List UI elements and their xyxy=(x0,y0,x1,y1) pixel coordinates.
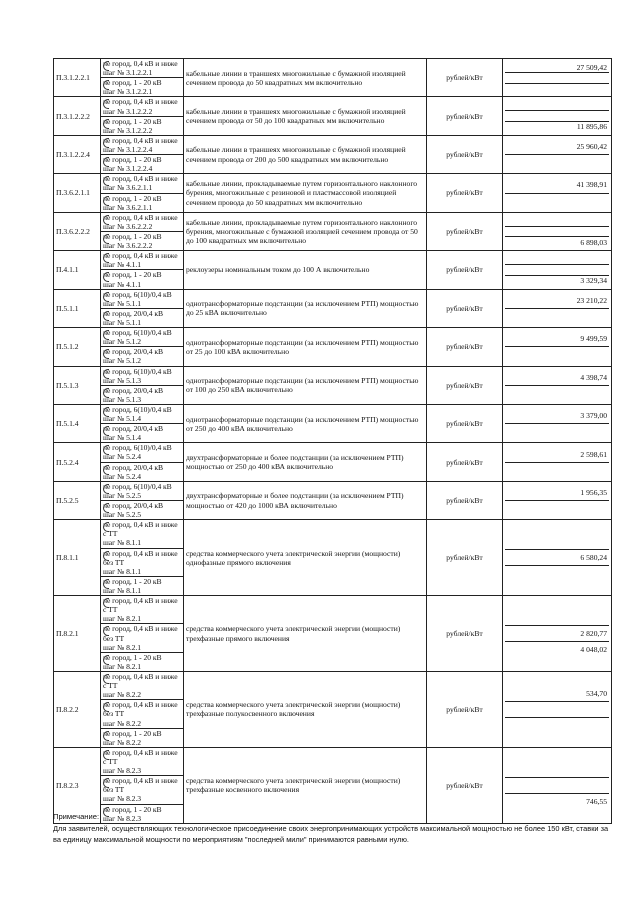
rate-cell xyxy=(503,672,612,748)
condition-note xyxy=(101,776,184,804)
condition-line: не город, 6(10)/0,4 кВ xyxy=(103,328,172,338)
condition-note xyxy=(101,289,184,308)
rate-subline xyxy=(505,178,609,193)
condition-line: не город, 0,4 кВ и ниже xyxy=(103,135,178,145)
condition-note xyxy=(101,424,184,443)
rate-subline xyxy=(505,549,609,565)
rate-subline xyxy=(505,72,609,83)
condition-line: шаг № 8.1.1 xyxy=(103,586,142,596)
measure-description: средства коммерческого учета электрической энергии (мощности) трехфазные прямого включения xyxy=(184,596,427,672)
condition-line: не город, 1 - 20 кВ xyxy=(103,78,162,88)
condition-line: шаг № 8.2.3 xyxy=(103,813,142,823)
unit-cell: рублей/кВт xyxy=(427,174,503,212)
condition-line: шаг № 8.2.2 xyxy=(103,690,142,700)
condition-note xyxy=(101,520,184,548)
condition-line: не город, 0,4 кВ и ниже без ТТ xyxy=(103,548,178,567)
rate-subline xyxy=(505,110,609,121)
rate-value: 746,55 xyxy=(586,796,607,806)
rate-cell xyxy=(503,520,612,596)
unit-cell: рублей/кВт xyxy=(427,289,503,327)
table-row xyxy=(54,443,612,462)
table-row xyxy=(54,251,612,270)
condition-note xyxy=(101,596,184,624)
table-row xyxy=(54,212,612,231)
measure-description: однотрансформаторные подстанции (за исключением РТП) мощностью от 25 до 100 кВА включительно xyxy=(184,328,427,366)
unit-cell: рублей/кВт xyxy=(427,212,503,250)
condition-note xyxy=(101,347,184,366)
table-row xyxy=(54,404,612,423)
condition-note xyxy=(101,672,184,700)
measure-description: кабельные линии, прокладываемые путем горизонтального наклонного бурения, многожильные с бумажной изоляцией сечением провода от 50 до 100 квадратных мм включительно xyxy=(184,212,427,250)
condition-line: шаг № 8.1.1 xyxy=(103,538,142,548)
tariff-table xyxy=(53,58,612,824)
condition-line: не город, 6(10)/0,4 кВ xyxy=(103,366,172,376)
row-code: П.5.2.4 xyxy=(54,443,101,481)
condition-line: шаг № 8.2.1 xyxy=(103,642,142,652)
condition-line: не город, 1 - 20 кВ xyxy=(103,652,162,662)
rate-subline xyxy=(505,331,609,346)
row-code: П.5.1.2 xyxy=(54,328,101,366)
condition-line: не город, 0,4 кВ и ниже с ТТ xyxy=(103,747,178,766)
row-code: П.8.1.1 xyxy=(54,520,101,596)
rate-subline xyxy=(505,641,609,657)
condition-line: не город, 1 - 20 кВ xyxy=(103,804,162,814)
rate-cell xyxy=(503,404,612,442)
rate-value: 11 895,86 xyxy=(576,122,607,132)
rate-subline xyxy=(505,534,609,549)
rate-cell xyxy=(503,135,612,173)
rate-subline xyxy=(505,462,609,478)
rate-value: 2 820,77 xyxy=(580,629,607,638)
rate-subline xyxy=(505,485,609,500)
unit-cell: рублей/кВт xyxy=(427,481,503,519)
condition-line: шаг № 8.2.1 xyxy=(103,661,142,671)
rate-cell xyxy=(503,366,612,404)
row-code: П.8.2.2 xyxy=(54,672,101,748)
unit-cell: рублей/кВт xyxy=(427,328,503,366)
condition-line: шаг № 5.1.4 xyxy=(103,414,142,424)
rate-cell xyxy=(503,481,612,519)
unit-cell: рублей/кВт xyxy=(427,404,503,442)
measure-description: кабельные линии, прокладываемые путем горизонтального наклонного бурения, многожильные с резиновой и пластмассовой изоляцией сечением провода до 50 квадратных мм включительно xyxy=(184,174,427,212)
condition-line: не город, 6(10)/0,4 кВ xyxy=(103,289,172,299)
rate-subline xyxy=(505,370,609,385)
condition-note xyxy=(101,443,184,462)
table-row xyxy=(54,596,612,624)
condition-line: не город, 0,4 кВ и ниже xyxy=(103,59,178,68)
rate-value: 534,70 xyxy=(586,688,607,698)
unit-cell: рублей/кВт xyxy=(427,747,503,823)
rate-value: 4 398,74 xyxy=(580,372,607,382)
condition-line: шаг № 5.1.2 xyxy=(103,356,142,366)
unit-cell: рублей/кВт xyxy=(427,366,503,404)
rate-cell xyxy=(503,289,612,327)
condition-note xyxy=(101,404,184,423)
condition-note xyxy=(101,212,184,231)
unit-cell: рублей/кВт xyxy=(427,59,503,97)
condition-line: шаг № 5.2.4 xyxy=(103,471,142,481)
condition-line: не город, 0,4 кВ и ниже xyxy=(103,174,178,184)
measure-description: кабельные линии в траншеях многожильные с бумажной изоляцией сечением провода от 50 до 100 квадратных мм включительно xyxy=(184,97,427,135)
rate-value: 3 329,34 xyxy=(580,276,607,286)
condition-line: шаг № 3.1.2.2.1 xyxy=(103,68,153,78)
measure-description: однотрансформаторные подстанции (за исключением РТП) мощностью от 100 до 250 кВА включительно xyxy=(184,366,427,404)
condition-note xyxy=(101,328,184,347)
condition-note xyxy=(101,97,184,116)
rate-subline xyxy=(505,625,609,641)
rate-subline xyxy=(505,121,609,132)
condition-note xyxy=(101,501,184,520)
unit-cell: рублей/кВт xyxy=(427,672,503,748)
rate-cell xyxy=(503,59,612,97)
condition-note xyxy=(101,78,184,97)
table-row xyxy=(54,481,612,500)
row-code: П.8.2.3 xyxy=(54,747,101,823)
unit-cell: рублей/кВт xyxy=(427,135,503,173)
rate-cell xyxy=(503,443,612,481)
rate-subline xyxy=(505,236,609,247)
rate-subline xyxy=(505,216,609,226)
rate-subline xyxy=(505,254,609,264)
rate-value: 6 898,03 xyxy=(580,237,607,247)
condition-line: шаг № 3.6.2.2.2 xyxy=(103,221,153,231)
condition-line: шаг № 8.2.3 xyxy=(103,794,142,804)
table-row xyxy=(54,747,612,775)
condition-note xyxy=(101,728,184,747)
condition-note xyxy=(101,270,184,289)
condition-note xyxy=(101,385,184,404)
condition-note xyxy=(101,231,184,250)
rate-subline xyxy=(505,500,609,516)
condition-note xyxy=(101,116,184,135)
condition-note xyxy=(101,155,184,174)
condition-line: не город, 0,4 кВ и ниже без ТТ xyxy=(103,700,178,719)
unit-cell: рублей/кВт xyxy=(427,97,503,135)
table-row xyxy=(54,366,612,385)
condition-line: шаг № 8.2.2 xyxy=(103,737,142,747)
row-code: П.3.6.2.1.1 xyxy=(54,174,101,212)
rate-cell xyxy=(503,596,612,672)
row-code: П.3.6.2.2.2 xyxy=(54,212,101,250)
condition-line: не город, 1 - 20 кВ xyxy=(103,193,162,203)
condition-line: шаг № 3.6.2.1.1 xyxy=(103,183,153,193)
row-code: П.3.1.2.2.4 xyxy=(54,135,101,173)
measure-description: реклоузеры номинальным током до 100 А включительно xyxy=(184,251,427,289)
note-title: Примечание: xyxy=(53,812,100,821)
condition-line: шаг № 5.1.1 xyxy=(103,298,142,308)
rate-subline xyxy=(505,62,609,72)
measure-description: однотрансформаторные подстанции (за исключением РТП) мощностью до 25 кВА включительно xyxy=(184,289,427,327)
rate-subline xyxy=(505,385,609,401)
measure-description: кабельные линии в траншеях многожильные с бумажной изоляцией сечением провода от 200 до 500 квадратных мм включительно xyxy=(184,135,427,173)
condition-note xyxy=(101,174,184,193)
rate-subline xyxy=(505,346,609,362)
rate-cell xyxy=(503,97,612,135)
condition-note xyxy=(101,804,184,823)
condition-note xyxy=(101,700,184,728)
rate-subline xyxy=(505,793,609,809)
rate-subline xyxy=(505,423,609,439)
condition-line: шаг № 8.2.2 xyxy=(103,718,142,728)
condition-note xyxy=(101,548,184,576)
condition-line: не город, 20/0,4 кВ xyxy=(103,347,163,357)
rate-cell xyxy=(503,251,612,289)
measure-description: средства коммерческого учета электрической энергии (мощности) трехфазные полукосвенного включения xyxy=(184,672,427,748)
condition-line: не город, 0,4 кВ и ниже без ТТ xyxy=(103,624,178,643)
unit-cell: рублей/кВт xyxy=(427,443,503,481)
table-row xyxy=(54,97,612,116)
condition-line: шаг № 5.1.4 xyxy=(103,433,142,443)
condition-note xyxy=(101,193,184,212)
row-code: П.4.1.1 xyxy=(54,251,101,289)
condition-line: не город, 20/0,4 кВ xyxy=(103,385,163,395)
condition-note xyxy=(101,624,184,652)
condition-line: шаг № 3.1.2.2.2 xyxy=(103,125,153,135)
measure-description: однотрансформаторные подстанции (за исключением РТП) мощностью от 250 до 400 кВА включительно xyxy=(184,404,427,442)
rate-value: 1 956,35 xyxy=(580,487,607,497)
rate-subline xyxy=(505,762,609,777)
row-code: П.5.1.1 xyxy=(54,289,101,327)
rate-subline xyxy=(505,226,609,237)
rate-subline xyxy=(505,717,609,733)
condition-line: не город, 0,4 кВ и ниже xyxy=(103,97,178,107)
rate-value: 25 960,42 xyxy=(576,142,607,152)
condition-line: шаг № 8.1.1 xyxy=(103,566,142,576)
measure-description: двухтрансформаторные и более подстанции (за исключением РТП) мощностью от 420 до 1000 кВА включительно xyxy=(184,481,427,519)
rate-subline xyxy=(505,264,609,275)
condition-line: шаг № 3.6.2.1.1 xyxy=(103,202,153,212)
table-row xyxy=(54,289,612,308)
condition-line: не город, 0,4 кВ и ниже xyxy=(103,251,178,261)
condition-line: не город, 1 - 20 кВ xyxy=(103,270,162,280)
condition-line: не город, 1 - 20 кВ xyxy=(103,728,162,738)
condition-line: не город, 6(10)/0,4 кВ xyxy=(103,443,172,453)
condition-line: не город, 0,4 кВ и ниже с ТТ xyxy=(103,520,178,539)
rate-subline xyxy=(505,293,609,308)
rate-subline xyxy=(505,308,609,324)
rate-value: 9 499,59 xyxy=(580,334,607,344)
rate-value: 41 398,91 xyxy=(576,180,607,190)
table-row xyxy=(54,135,612,154)
condition-line: шаг № 8.2.1 xyxy=(103,614,142,624)
condition-note xyxy=(101,747,184,775)
condition-note xyxy=(101,366,184,385)
condition-line: шаг № 5.1.1 xyxy=(103,317,142,327)
condition-line: шаг № 5.2.4 xyxy=(103,452,142,462)
condition-line: шаг № 8.2.3 xyxy=(103,766,142,776)
condition-line: не город, 20/0,4 кВ xyxy=(103,462,163,472)
rate-subline xyxy=(505,154,609,170)
condition-line: не город, 1 - 20 кВ xyxy=(103,116,162,126)
condition-line: шаг № 5.1.3 xyxy=(103,394,142,404)
condition-line: не город, 1 - 20 кВ xyxy=(103,155,162,165)
condition-line: не город, 20/0,4 кВ xyxy=(103,308,163,318)
rate-subline xyxy=(505,447,609,462)
rate-subline xyxy=(505,101,609,111)
condition-line: шаг № 5.1.3 xyxy=(103,375,142,385)
condition-note xyxy=(101,652,184,671)
rate-subline xyxy=(505,701,609,717)
condition-line: не город, 1 - 20 кВ xyxy=(103,576,162,586)
measure-description: двухтрансформаторные и более подстанции (за исключением РТП) мощностью от 250 до 400 кВА включительно xyxy=(184,443,427,481)
table-row xyxy=(54,59,612,78)
measure-description: средства коммерческого учета электрической энергии (мощности) однофазные прямого включения xyxy=(184,520,427,596)
rate-value: 6 580,24 xyxy=(580,553,607,563)
rate-cell xyxy=(503,174,612,212)
condition-note xyxy=(101,251,184,270)
condition-line: шаг № 4.1.1 xyxy=(103,260,142,270)
condition-line: шаг № 5.2.5 xyxy=(103,510,142,520)
condition-line: шаг № 3.1.2.2.1 xyxy=(103,87,153,97)
table-row xyxy=(54,328,612,347)
rate-cell xyxy=(503,212,612,250)
rate-value: 27 509,42 xyxy=(576,62,607,72)
condition-note xyxy=(101,462,184,481)
rate-subline xyxy=(505,565,609,581)
rate-value: 2 598,61 xyxy=(580,449,607,459)
condition-line: не город, 6(10)/0,4 кВ xyxy=(103,404,172,414)
rate-subline xyxy=(505,686,609,701)
table-row xyxy=(54,672,612,700)
condition-note xyxy=(101,481,184,500)
condition-note xyxy=(101,308,184,327)
rate-value: 3 379,00 xyxy=(580,411,607,421)
condition-note xyxy=(101,59,184,78)
rate-subline xyxy=(505,408,609,423)
rate-cell xyxy=(503,328,612,366)
condition-line: шаг № 5.2.5 xyxy=(103,490,142,500)
measure-description: средства коммерческого учета электрической энергии (мощности) трехфазные косвенного включения xyxy=(184,747,427,823)
condition-line: не город, 1 - 20 кВ xyxy=(103,231,162,241)
rate-subline xyxy=(505,610,609,625)
measure-description: кабельные линии в траншеях многожильные с бумажной изоляцией сечением провода до 50 квадратных мм включительно xyxy=(184,59,427,97)
rate-subline xyxy=(505,139,609,154)
note-text: Для заявителей, осуществляющих технологическое присоединение своих энергопринимающих устройств максимальной мощностью не более 150 кВт, ставки за ва единицу максимальной мощности по мероприятиям "последней мили" принимаются равными нулю. xyxy=(53,824,609,844)
rate-subline xyxy=(505,193,609,209)
condition-line: не город, 6(10)/0,4 кВ xyxy=(103,481,172,491)
rate-cell xyxy=(503,747,612,823)
rate-value: 4 048,02 xyxy=(580,645,607,654)
row-code: П.5.2.5 xyxy=(54,481,101,519)
row-code: П.5.1.4 xyxy=(54,404,101,442)
condition-line: шаг № 3.1.2.2.4 xyxy=(103,164,153,174)
condition-line: не город, 0,4 кВ и ниже с ТТ xyxy=(103,672,178,691)
unit-cell: рублей/кВт xyxy=(427,596,503,672)
condition-note xyxy=(101,135,184,154)
unit-cell: рублей/кВт xyxy=(427,251,503,289)
row-code: П.3.1.2.2.2 xyxy=(54,97,101,135)
condition-line: не город, 20/0,4 кВ xyxy=(103,424,163,434)
condition-line: не город, 0,4 кВ и ниже xyxy=(103,212,178,222)
condition-line: шаг № 3.1.2.2.4 xyxy=(103,144,153,154)
condition-line: шаг № 3.1.2.2.2 xyxy=(103,106,153,116)
rate-subline xyxy=(505,83,609,94)
row-code: П.8.2.1 xyxy=(54,596,101,672)
condition-line: не город, 20/0,4 кВ xyxy=(103,501,163,511)
table-row xyxy=(54,174,612,193)
rate-subline xyxy=(505,777,609,793)
rate-value: 23 210,22 xyxy=(576,295,607,305)
condition-line: шаг № 3.6.2.2.2 xyxy=(103,241,153,251)
row-code: П.3.1.2.2.1 xyxy=(54,59,101,97)
condition-line: не город, 0,4 кВ и ниже с ТТ xyxy=(103,596,178,615)
condition-note xyxy=(101,576,184,595)
row-code: П.5.1.3 xyxy=(54,366,101,404)
table-row xyxy=(54,520,612,548)
condition-line: шаг № 5.1.2 xyxy=(103,337,142,347)
unit-cell: рублей/кВт xyxy=(427,520,503,596)
condition-line: шаг № 4.1.1 xyxy=(103,279,142,289)
rate-subline xyxy=(505,275,609,286)
condition-line: не город, 0,4 кВ и ниже без ТТ xyxy=(103,776,178,795)
